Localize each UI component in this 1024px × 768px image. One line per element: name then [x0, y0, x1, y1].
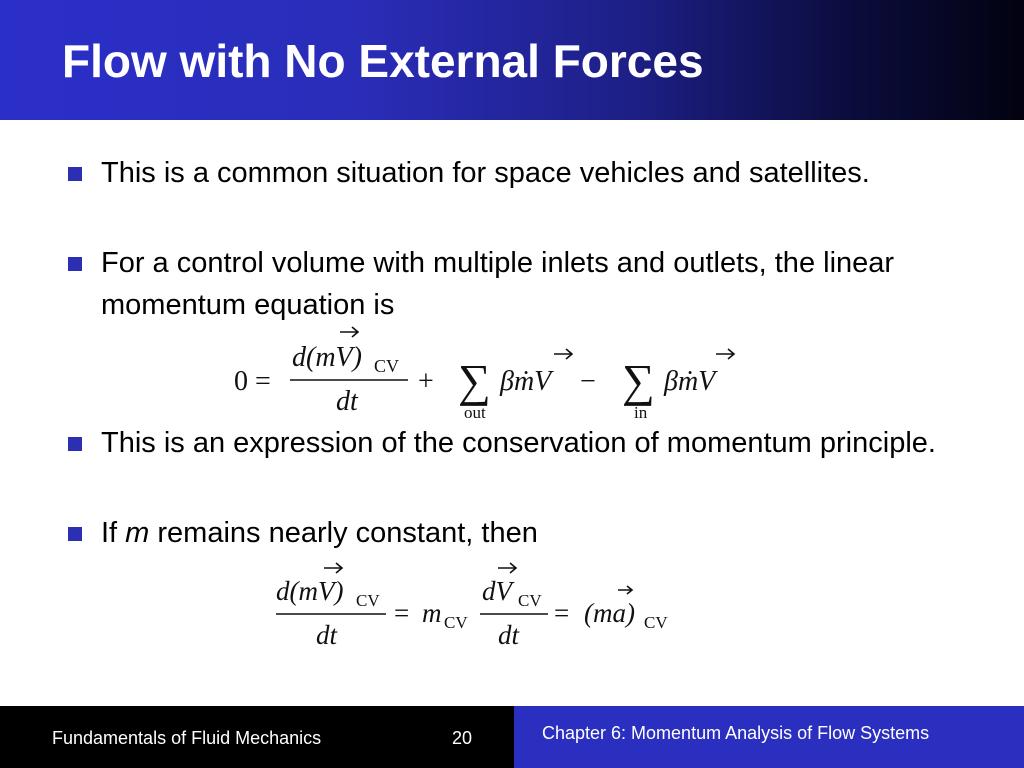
bullet-square-icon: [68, 167, 82, 181]
vector-arrow-icon: [340, 327, 358, 337]
vector-arrow-icon: [554, 349, 572, 359]
vector-arrow-icon: [716, 349, 734, 359]
eq1-sum-in: ∑: [622, 355, 655, 406]
eq1-denominator: dt: [336, 386, 358, 417]
eq2-frac2-sub: CV: [518, 591, 542, 610]
footer-chapter: Chapter 6: Momentum Analysis of Flow Systems: [542, 723, 930, 743]
bullet-text: This is an expression of the conservation of momentum principle.: [101, 427, 936, 459]
eq1-term-in: βṁV: [664, 366, 716, 397]
eq2-m: m: [422, 598, 442, 628]
vector-arrow-icon: [324, 563, 342, 573]
title-bar: [0, 0, 1024, 120]
page-number: 20: [452, 728, 473, 748]
eq2-frac1-num: d(mV): [276, 576, 344, 606]
bullet-item: [68, 152, 968, 194]
eq1-sum-out-label: out: [464, 403, 486, 422]
vector-arrow-icon: [618, 586, 632, 594]
bullet-square-icon: [68, 257, 82, 271]
eq2-equals-1: =: [394, 598, 410, 628]
bullet-prefix: If: [101, 517, 126, 549]
bullet-item: [68, 512, 968, 554]
eq1-minus: −: [580, 366, 596, 397]
footer-course: Fundamentals of Fluid Mechanics: [52, 728, 322, 748]
eq2-frac1-sub: CV: [356, 591, 380, 610]
bullet-text: [101, 512, 968, 554]
eq1-numerator-sub: CV: [374, 356, 400, 376]
footer-right: [514, 706, 1024, 768]
bullet-suffix: remains nearly constant, then: [149, 517, 538, 549]
eq1-sum-in-label: in: [634, 403, 648, 422]
eq2-frac2-den: dt: [498, 620, 520, 650]
eq1-term-out: βṁV: [500, 366, 552, 397]
bullet-square-icon: [68, 527, 82, 541]
bullet-text: This is a common situation for space vehicles and satellites.: [101, 157, 870, 189]
eq2-rhs-sub: CV: [644, 613, 668, 632]
mass-symbol: m: [125, 517, 150, 549]
footer-left: [0, 706, 514, 768]
bullet-square-icon: [68, 437, 82, 451]
linear-momentum-equation: [228, 324, 748, 424]
eq2-frac2-num: dV: [482, 576, 512, 606]
vector-arrow-icon: [498, 563, 516, 573]
bullet-text: For a control volume with multiple inlets and outlets, the linear momentum equation is: [101, 247, 895, 321]
eq1-sum-out: ∑: [458, 355, 491, 406]
eq2-frac1-den: dt: [316, 620, 338, 650]
eq2-rhs: (ma): [584, 598, 635, 628]
eq1-plus: +: [418, 366, 434, 397]
constant-mass-equation: [272, 560, 692, 652]
eq2-m-sub: CV: [444, 613, 468, 632]
bullet-item: [68, 422, 968, 464]
bullet-item: [68, 242, 968, 326]
eq1-numerator: d(mV): [292, 342, 362, 373]
eq1-lhs: 0 =: [234, 366, 271, 397]
eq2-equals-2: =: [554, 598, 570, 628]
slide-title: Flow with No External Forces: [62, 35, 704, 87]
